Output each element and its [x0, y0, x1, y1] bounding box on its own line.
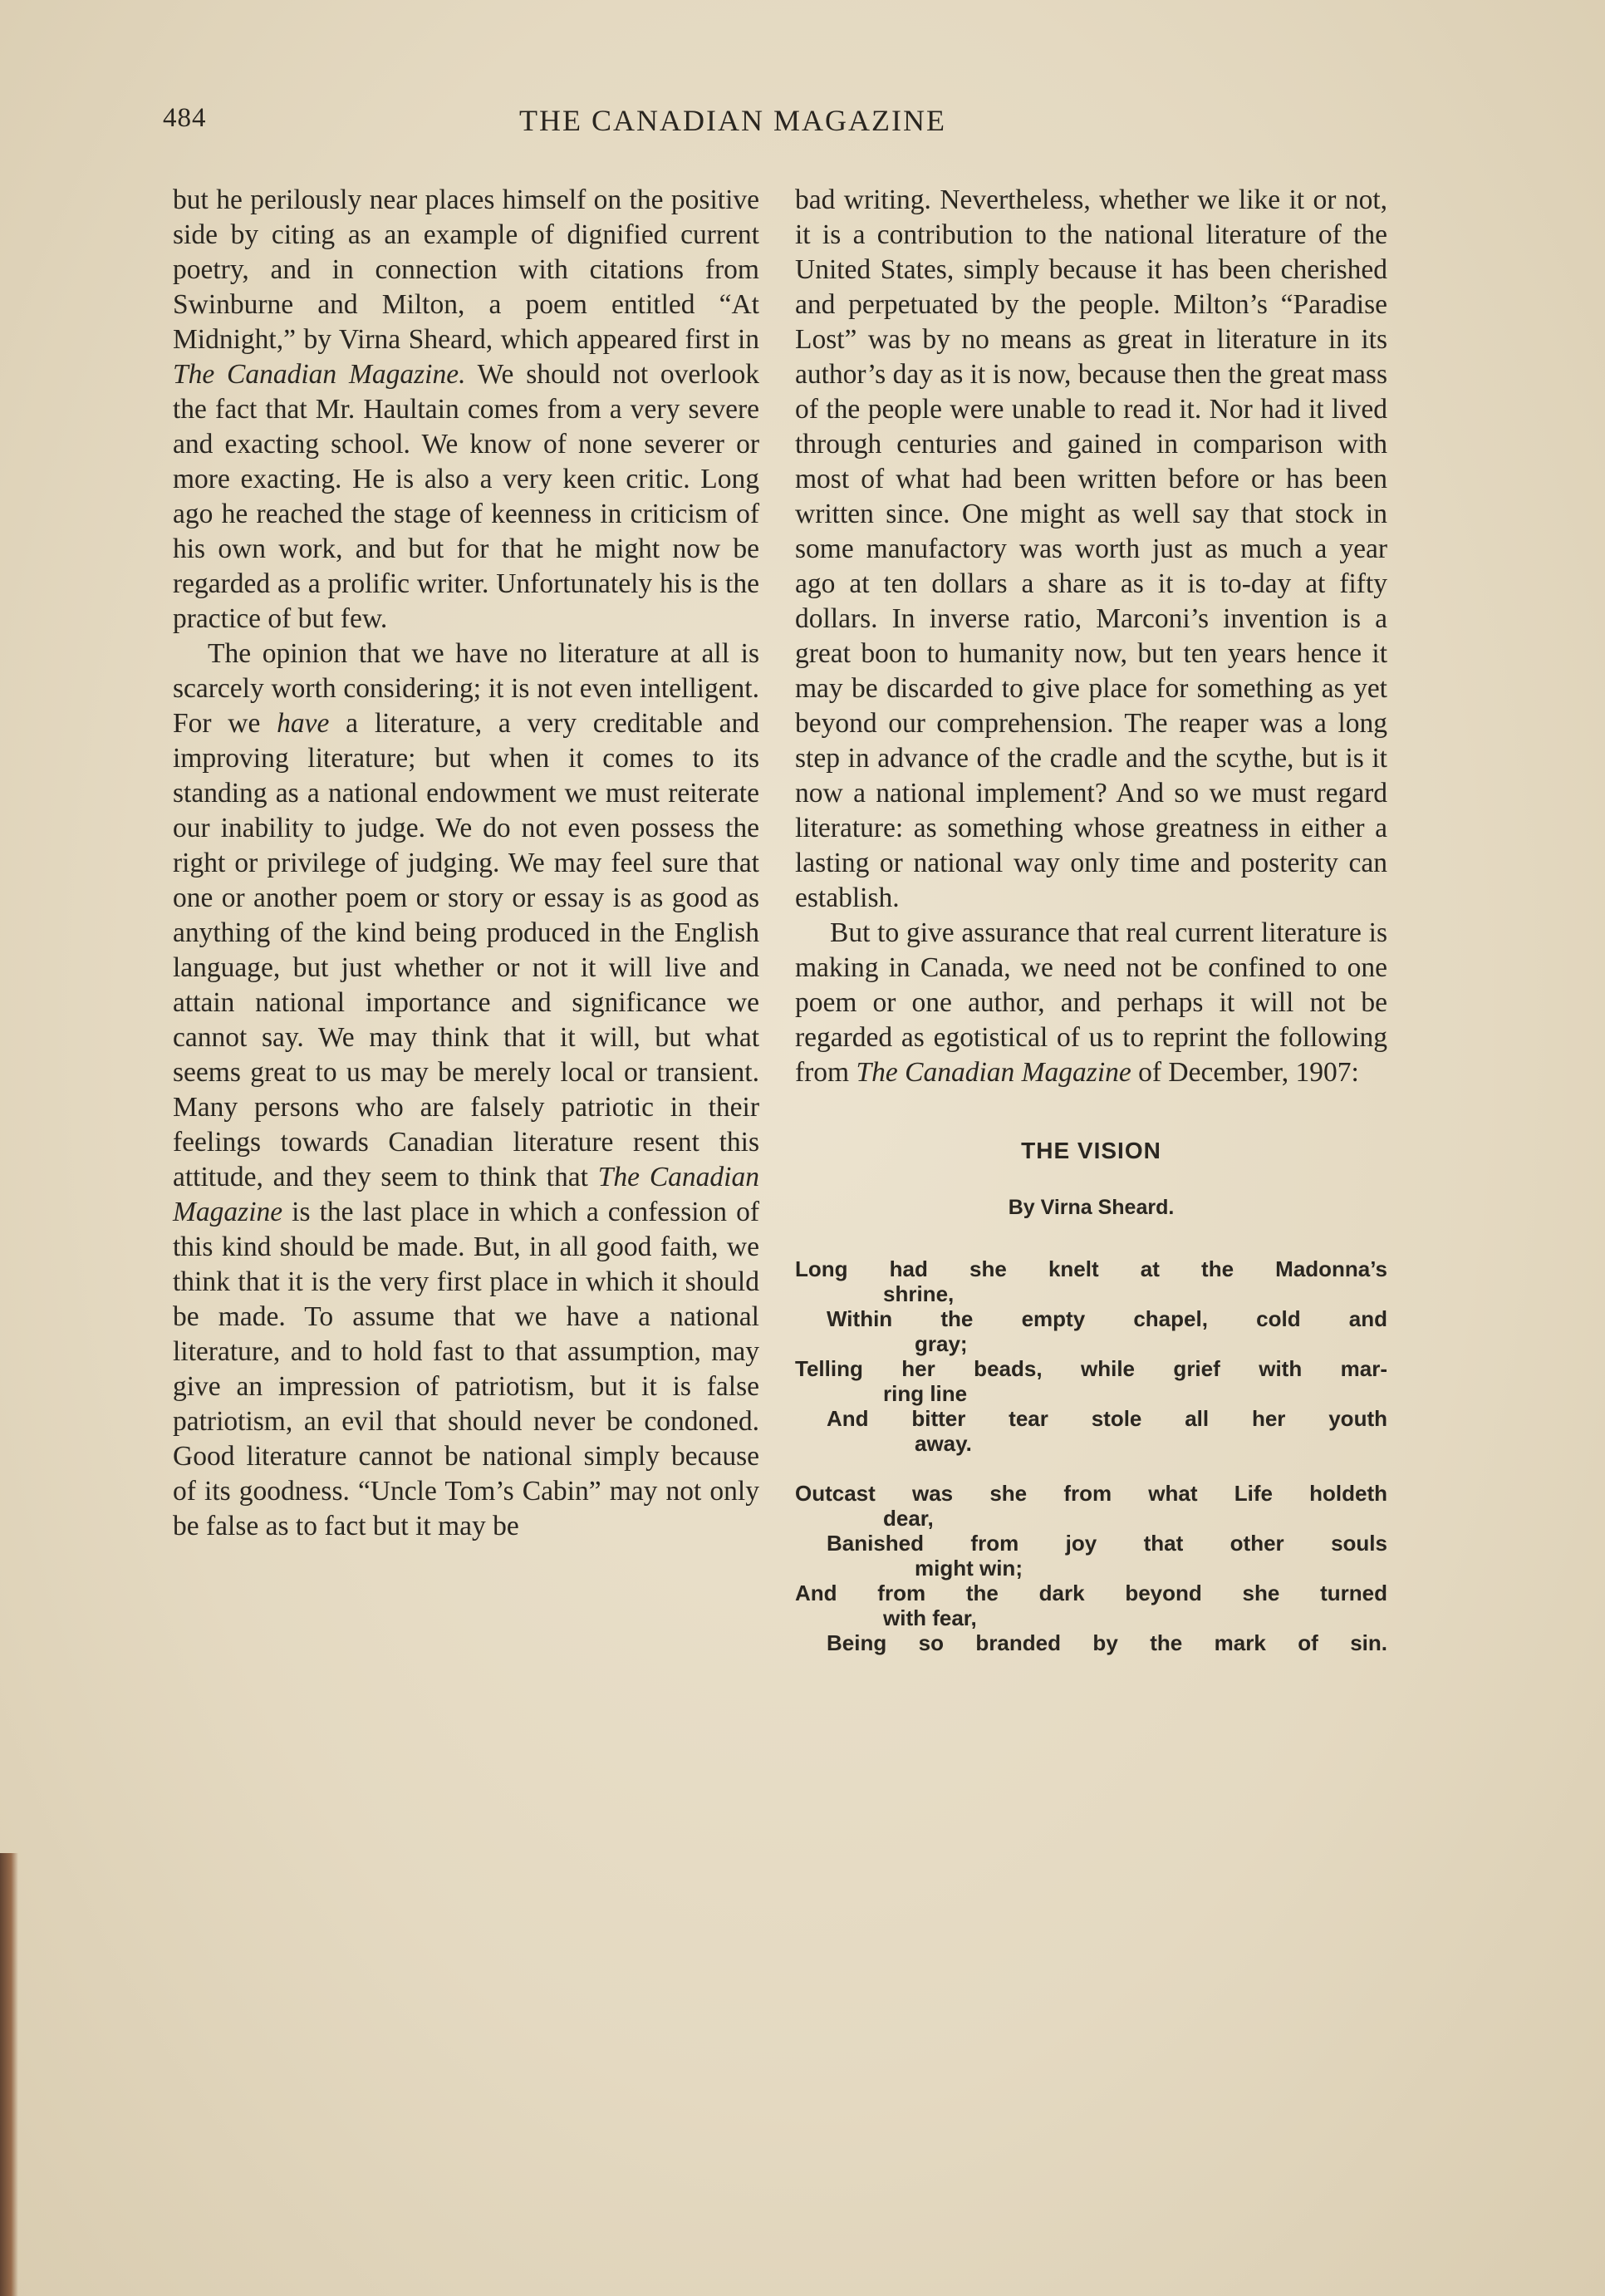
poem-line: And bitter tear stole all her youth away.	[827, 1406, 1387, 1456]
right-column	[795, 183, 1387, 1680]
poem-line: Banished from joy that other souls might win;	[827, 1531, 1387, 1581]
poem-line: And from the dark beyond she turned with fear,	[795, 1581, 1387, 1630]
left-paragraph-2: The opinion that we have no literature at all is scarcely worth considering; it is not even intelligent. For we have a literature, a very creditable and improving literature; but when it comes to its standing as a national endowment we must reiterate our inability to judge. We do not even possess the right or privilege of judging. We may feel sure that one or another poem or story or essay is as good as anything of the kind being produced in the English language, but just whether or not it will live and attain national importance and significance we cannot say. We may think that it will, but what seems great to us may be merely local or transient. Many persons who are falsely patriotic in their feelings towards Canadian literature resent this attitude, and they seem to think that The Canadian Magazine is the last place in which a confession of this kind should be made. But, in all good faith, we think that it is the very first place in which it should be made. To assume that we have a national literature, and to hold fast to that assumption, may give an impression of patriotism, but it is false patriotism, an evil that should never be condoned. Good literature cannot be national simply because of its goodness. “Uncle Tom’s Cabin” may not only be false as to fact but it may be	[173, 638, 759, 1541]
right-paragraph-1: bad writing. Nevertheless, whether we like it or not, it is a contribution to the national literature of the United States, simply because it has been cherished and perpetuated by the people. Milton’s “Paradise Lost” was by no means as great in literature in its author’s day as it is now, because then the great mass of the people were unable to read it. Nor had it lived through centuries and gained in comparison with most of what had been written before or has been written since. One might as well say that stock in some manufactory was worth just as much a year ago at ten dollars a share as it is to-day at fifty dollars. In inverse ratio, Marconi’s invention is a great boon to humanity now, but ten years hence it may be discarded to give place for something as yet beyond our comprehension. The reaper was a long step in advance of the cradle and the scythe, but is it now a national implement? And so we must regard literature: as something whose greatness in either a lasting or national way only time and posterity can establish.	[795, 184, 1387, 913]
page-number: 484	[163, 103, 207, 133]
poem-line: Outcast was she from what Life holdeth dear,	[795, 1481, 1387, 1531]
poem-line: Being so branded by the mark of sin.	[827, 1630, 1387, 1655]
page-edge-shadow	[0, 1853, 18, 2296]
poem-line: Within the empty chapel, cold and gray;	[827, 1306, 1387, 1356]
poem-line: Long had she knelt at the Madonna’s shrine,	[795, 1256, 1387, 1306]
left-paragraph-1: but he perilously near places himself on the positive side by citing as an example of dignified current poetry, and in connection with citations from Swinburne and Milton, a poem entitled “At Midnight,” by Virna Sheard, which appeared first in The Canadian Magazine. We should not overlook the fact that Mr. Haultain comes from a very severe and exacting school. We know of none severer or more exacting. He is also a very keen critic. Long ago he reached the stage of keenness in criticism of his own work, and but for that he might now be regarded as a prolific writer. Unfortunately his is the practice of but few.	[173, 184, 759, 634]
poem-stanza-1	[795, 1256, 1387, 1456]
poem-byline: By Virna Sheard.	[1008, 1196, 1175, 1219]
poem-stanza-2	[795, 1481, 1387, 1655]
poem	[795, 1256, 1387, 1655]
right-paragraph-2: But to give assurance that real current literature is making in Canada, we need not be confined to one poem or one author, and perhaps it will not be regarded as egotistical of us to reprint the following from The Canadian Magazine of December, 1907:	[795, 917, 1387, 1088]
left-column	[173, 183, 759, 1544]
running-head: THE CANADIAN MAGAZINE	[519, 104, 946, 137]
poem-title: THE VISION	[1021, 1138, 1161, 1163]
poem-line: Telling her beads, while grief with mar- ring line	[795, 1356, 1387, 1406]
